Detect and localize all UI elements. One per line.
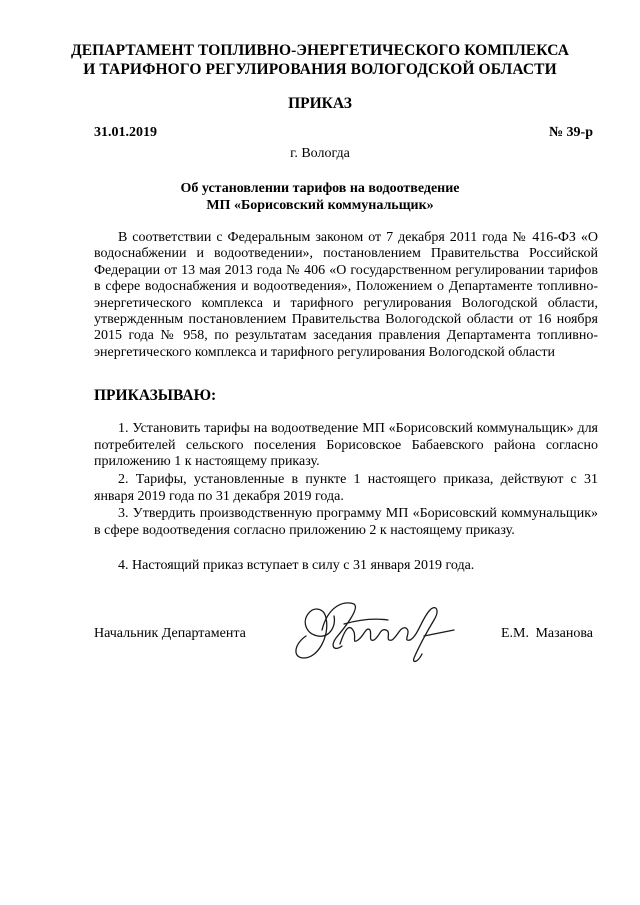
document-subject	[60, 180, 580, 214]
document-city: г. Вологда	[290, 146, 350, 161]
document-type: ПРИКАЗ	[288, 95, 352, 112]
order-item-2: 2. Тарифы, установленные в пункте 1 настоящего приказа, действуют с 31 января 2019 года по 31 декабря 2019 года.	[94, 472, 598, 504]
document-date: 31.01.2019	[94, 125, 157, 140]
preamble-paragraph: В соответствии с Федеральным законом от 7 декабря 2011 года № 416-ФЗ «О водоснабжении и водоотведении», постановлением Правительства Российской Федерации от 13 мая 2013 года № 406 «О государственном регулировании тарифов в сфере водоснабжения и водоотведения», Положением о Департаменте топливно-энергетического комплекса и тарифного регулирования Вологодской области, утвержденным постановлением Правительства Вологодской области от 16 ноября 2015 года № 958, по результатам заседания правления Департамента топливно-энергетического комплекса и тарифного регулирования Вологодской области	[94, 230, 598, 360]
signatory-name: Е.М. Мазанова	[500, 626, 593, 641]
order-item-1: 1. Установить тарифы на водоотведение МП «Борисовский коммунальщик» для потребителей сельского поселения Борисовское Бабаевского района согласно приложению 1 к настоящему приказу.	[94, 421, 598, 470]
subject-line2: МП «Борисовский коммунальщик»	[206, 198, 434, 213]
orders-heading: ПРИКАЗЫВАЮ:	[94, 387, 217, 404]
order-item-3: 3. Утвердить производственную программу МП «Борисовский коммунальщик» в сфере водоотведения согласно приложению 2 к настоящему приказу.	[94, 506, 598, 538]
handwritten-signature	[284, 596, 462, 668]
subject-line1: Об установлении тарифов на водоотведение	[180, 181, 460, 196]
order-item-4: 4. Настоящий приказ вступает в силу с 31 января 2019 года.	[118, 558, 475, 573]
department-name-line1: ДЕПАРТАМЕНТ ТОПЛИВНО-ЭНЕРГЕТИЧЕСКОГО КОМПЛЕКСА	[70, 42, 570, 59]
signatory-title: Начальник Департамента	[94, 626, 246, 641]
department-name-line2: И ТАРИФНОГО РЕГУЛИРОВАНИЯ ВОЛОГОДСКОЙ ОБЛАСТИ	[83, 61, 557, 78]
document-number: № 39-р	[548, 125, 593, 140]
